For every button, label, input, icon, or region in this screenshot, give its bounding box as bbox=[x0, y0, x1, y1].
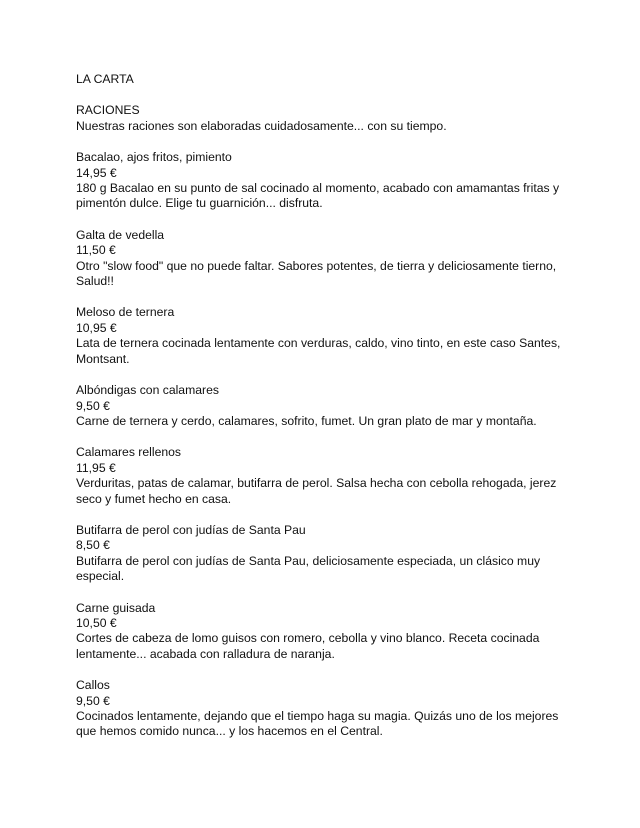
menu-item bbox=[76, 150, 576, 212]
menu-item-name: Butifarra de perol con judías de Santa Pau bbox=[76, 522, 306, 537]
menu-item-name: Callos bbox=[76, 678, 110, 693]
menu-item bbox=[76, 228, 576, 290]
menu-item-description: Verduritas, patas de calamar, butifarra de perol. Salsa hecha con cebolla rehogada, jerez seco y fumet hecho en casa. bbox=[76, 476, 557, 506]
menu-item-description: Lata de ternera cocinada lentamente con verduras, caldo, vino tinto, en este caso Santes, Montsant. bbox=[76, 336, 561, 366]
menu-item-name: Meloso de ternera bbox=[76, 305, 175, 320]
menu-item bbox=[76, 445, 576, 507]
menu-item-description: Butifarra de perol con judías de Santa Pau, deliciosamente especiada, un clásico muy especial. bbox=[76, 553, 541, 584]
menu-item-price: 9,50 € bbox=[76, 693, 110, 708]
menu-item-price: 10,95 € bbox=[76, 320, 117, 335]
menu-item-name: Galta de vedella bbox=[76, 227, 165, 242]
menu-item-description: Cocinados lentamente, dejando que el tiempo haga su magia. Quizás uno de los mejores que hemos comido nunca... y los hacemos en el Central. bbox=[76, 709, 559, 739]
menu-item-description: 180 g Bacalao en su punto de sal cocinado al momento, acabado con amamantas fritas y pimentón dulce. Elige tu guarnición... disfruta. bbox=[76, 181, 560, 211]
menu-item-price: 11,50 € bbox=[76, 243, 116, 258]
menu-item-price: 11,95 € bbox=[76, 460, 116, 475]
menu-item bbox=[76, 678, 576, 740]
menu-item bbox=[76, 383, 576, 429]
page-title: LA CARTA bbox=[76, 72, 134, 86]
menu-item bbox=[76, 305, 576, 367]
menu-item-name: Carne guisada bbox=[76, 600, 156, 615]
menu-item-name: Calamares rellenos bbox=[76, 445, 181, 460]
section-raciones bbox=[76, 103, 576, 739]
menu-item-name: Albóndigas con calamares bbox=[76, 383, 219, 398]
menu-item bbox=[76, 601, 576, 663]
menu-item-description: Carne de ternera y cerdo, calamares, sofrito, fumet. Un gran plato de mar y montaña. bbox=[76, 413, 537, 428]
menu-item-price: 14,95 € bbox=[76, 165, 117, 180]
menu-item-price: 8,50 € bbox=[76, 538, 110, 553]
menu-item-description: Otro "slow food" que no puede faltar. Sabores potentes, de tierra y deliciosamente tierno, Salud!! bbox=[76, 258, 557, 289]
menu-item bbox=[76, 523, 576, 585]
section-title: RACIONES bbox=[76, 103, 140, 118]
menu-item-description: Cortes de cabeza de lomo guisos con romero, cebolla y vino blanco. Receta cocinada lentamente... acabada con ralladura de naranja. bbox=[76, 631, 540, 661]
section-intro: Nuestras raciones son elaboradas cuidadosamente... con su tiempo. bbox=[76, 118, 447, 133]
menu-document bbox=[76, 72, 576, 756]
menu-item-price: 9,50 € bbox=[76, 398, 110, 413]
menu-item-price: 10,50 € bbox=[76, 615, 117, 630]
menu-item-name: Bacalao, ajos fritos, pimiento bbox=[76, 150, 232, 165]
